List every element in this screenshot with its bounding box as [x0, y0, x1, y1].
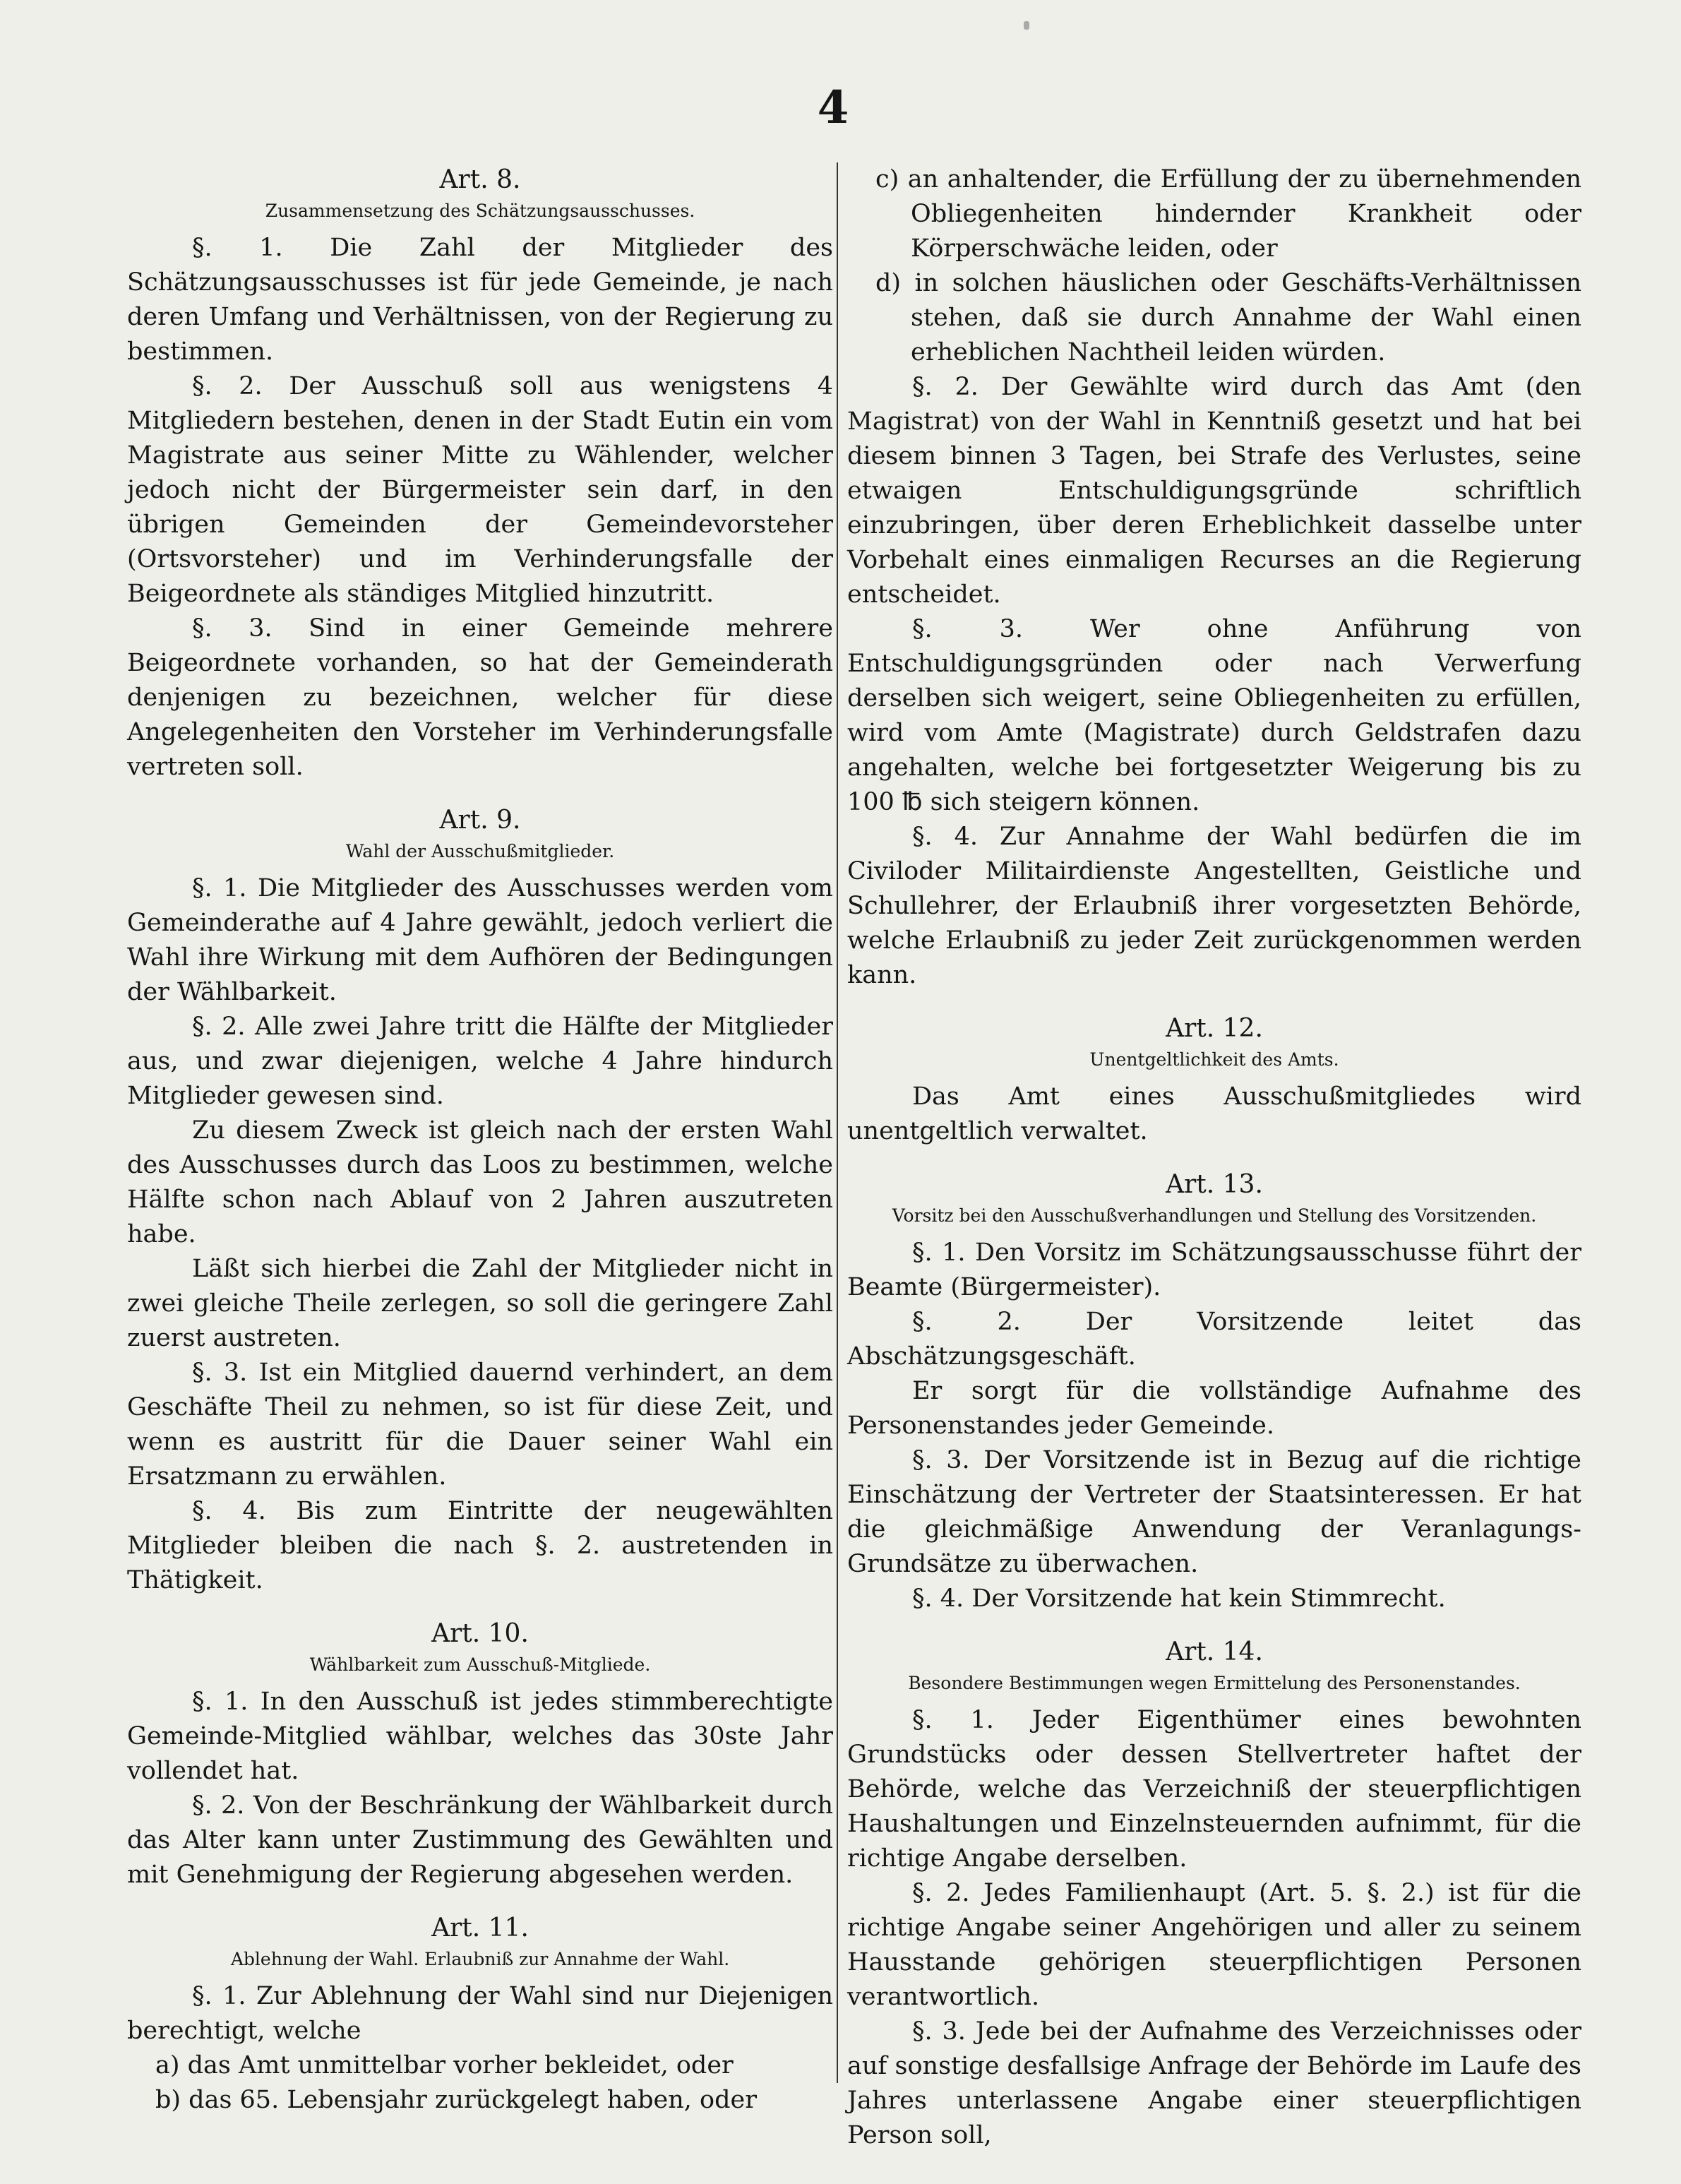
paragraph: §. 1. Den Vorsitz im Schätzungsausschusse führt der Beamte (Bürgermeister).: [847, 1239, 1581, 1301]
paragraph: §. 2. Der Vorsitzende leitet das Abschätzungsgeschäft.: [847, 1308, 1581, 1371]
article-title: Art. 12.: [1166, 1014, 1263, 1043]
paragraph: §. 2. Alle zwei Jahre tritt die Hälfte der Mitglieder aus, und zwar diejenigen, welche 4 Jahre hindurch Mitglieder gewesen sind.: [127, 1013, 833, 1110]
paragraph: §. 4. Bis zum Eintritte der neugewählten Mitglieder bleiben die nach §. 2. austretenden in Thätigkeit.: [127, 1497, 833, 1594]
list-item: d) in solchen häuslichen oder Geschäfts-Verhältnissen stehen, daß sie durch Annahme der Wahl einen erheblichen Nachtheil leiden würden.: [875, 269, 1581, 366]
paragraph: Zu diesem Zweck ist gleich nach der ersten Wahl des Ausschusses durch das Loos zu bestimmen, welche Hälfte schon nach Ablauf von 2 Jahren auszutreten habe.: [127, 1116, 833, 1248]
paragraph: §. 2. Jedes Familienhaupt (Art. 5. §. 2.) ist für die richtige Angabe seiner Angehörigen und aller zu seinem Hausstande gehörigen steuerpflichtigen Personen verantwortlich.: [847, 1879, 1581, 2011]
paragraph: §. 2. Von der Beschränkung der Wählbarkeit durch das Alter kann unter Zustimmung des Gewählten und mit Genehmigung der Regierung abgesehen werden.: [127, 1791, 833, 1889]
article-title: Art. 10.: [431, 1619, 529, 1648]
right-column: [847, 162, 1581, 2153]
paragraph: §. 4. Zur Annahme der Wahl bedürfen die im Civiloder Militairdienste Angestellten, Geistliche und Schullehrer, der Erlaubniß ihrer vorgesetzten Behörde, welche Erlaubniß zu jeder Zeit zurückgenommen werden kann.: [847, 823, 1581, 989]
article-title: Art. 11.: [431, 1914, 529, 1943]
paragraph: §. 3. Jede bei der Aufnahme des Verzeichnisses oder auf sonstige desfallsige Anfrage der Behörde im Laufe des Jahres unterlassene Angabe einer steuerpflichtigen Person soll,: [847, 2017, 1581, 2149]
paragraph: §. 3. Wer ohne Anführung von Entschuldigungsgründen oder nach Verwerfung derselben sich weigert, seine Obliegenheiten zu erfüllen, wird vom Amte (Magistrate) durch Geldstrafen dazu angehalten, welche bei fortgesetzter Weigerung bis zu 100 ℔ sich steigern können.: [847, 615, 1581, 816]
article-subtitle: Zusammensetzung des Schätzungsausschusses.: [265, 201, 695, 221]
paragraph: Er sorgt für die vollständige Aufnahme des Personenstandes jeder Gemeinde.: [847, 1377, 1581, 1440]
paragraph: §. 1. Zur Ablehnung der Wahl sind nur Diejenigen berechtigt, welche: [127, 1982, 833, 2045]
article-subtitle: Vorsitz bei den Ausschußverhandlungen und Stellung des Vorsitzenden.: [892, 1205, 1537, 1226]
paragraph: Läßt sich hierbei die Zahl der Mitglieder nicht in zwei gleiche Theile zerlegen, so soll die geringere Zahl zuerst austreten.: [127, 1255, 833, 1352]
paragraph: §. 3. Der Vorsitzende ist in Bezug auf die richtige Einschätzung der Vertreter der Staatsinteressen. Er hat die gleichmäßige Anwendung der Veranlagungs-Grundsätze zu überwachen.: [847, 1446, 1581, 1578]
article-title: Art. 14.: [1166, 1637, 1263, 1666]
paragraph: §. 2. Der Gewählte wird durch das Amt (den Magistrat) von der Wahl in Kenntniß gesetzt und hat bei diesem binnen 3 Tagen, bei Strafe des Verlustes, seine etwaigen Entschuldigungsgründe schriftlich einzubringen, über deren Erheblichkeit dasselbe unter Vorbehalt eines einmaligen Recurses an die Regierung entscheidet.: [847, 373, 1581, 609]
article-subtitle: Wählbarkeit zum Ausschuß-Mitgliede.: [309, 1654, 651, 1675]
article-title: Art. 13.: [1166, 1170, 1263, 1199]
list-item: c) an anhaltender, die Erfüllung der zu übernehmenden Obliegenheiten hindernder Krankheit oder Körperschwäche leiden, oder: [875, 165, 1581, 263]
paragraph: §. 1. Jeder Eigenthümer eines bewohnten Grundstücks oder dessen Stellvertreter haftet der Behörde, welche das Verzeichniß der steuerpflichtigen Haushaltungen und Einzelnsteuernden aufnimmt, für die richtige Angabe derselben.: [847, 1706, 1581, 1873]
article-title: Art. 8.: [439, 165, 521, 194]
left-column: [127, 162, 833, 2118]
paragraph: §. 3. Sind in einer Gemeinde mehrere Beigeordnete vorhanden, so hat der Gemeinderath denjenigen zu bezeichnen, welcher für diese Angelegenheiten den Vorsteher im Verhinderungsfalle vertreten soll.: [127, 614, 833, 781]
paragraph: §. 1. In den Ausschuß ist jedes stimmberechtigte Gemeinde-Mitglied wählbar, welches das 30ste Jahr vollendet hat.: [127, 1688, 833, 1785]
article-subtitle: Ablehnung der Wahl. Erlaubniß zur Annahme der Wahl.: [230, 1949, 730, 1969]
article-subtitle: Wahl der Ausschußmitglieder.: [345, 841, 615, 861]
paragraph: §. 1. Die Zahl der Mitglieder des Schätzungsausschusses ist für jede Gemeinde, je nach deren Umfang und Verhältnissen, von der Regierung zu bestimmen.: [127, 234, 833, 366]
article-subtitle: Unentgeltlichkeit des Amts.: [1089, 1049, 1339, 1070]
page-number: 4: [817, 81, 849, 134]
paragraph: §. 1. Die Mitglieder des Ausschusses werden vom Gemeinderathe auf 4 Jahre gewählt, jedoch verliert die Wahl ihre Wirkung mit dem Aufhören der Bedingungen der Wählbarkeit.: [127, 874, 833, 1006]
paragraph: §. 2. Der Ausschuß soll aus wenigstens 4 Mitgliedern bestehen, denen in der Stadt Eutin ein vom Magistrate aus seiner Mitte zu Wählender, welcher jedoch nicht der Bürgermeister sein darf, in den übrigen Gemeinden der Gemeindevorsteher (Ortsvorsteher) und im Verhinderungsfalle der Beigeordnete als ständiges Mitglied hinzutritt.: [127, 372, 833, 608]
ink-smudge: [1024, 21, 1029, 30]
paragraph: §. 4. Der Vorsitzende hat kein Stimmrecht.: [912, 1585, 1446, 1613]
list-item: a) das Amt unmittelbar vorher bekleidet, oder: [155, 2051, 734, 2079]
article-subtitle: Besondere Bestimmungen wegen Ermittelung des Personenstandes.: [908, 1673, 1521, 1693]
article-title: Art. 9.: [439, 806, 521, 835]
paragraph: Das Amt eines Ausschußmitgliedes wird unentgeltlich verwaltet.: [847, 1082, 1581, 1145]
paragraph: §. 3. Ist ein Mitglied dauernd verhindert, an dem Geschäfte Theil zu nehmen, so ist für diese Zeit, und wenn es austritt für die Dauer seiner Wahl ein Ersatzmann zu erwählen.: [127, 1359, 833, 1491]
column-divider: [837, 162, 838, 2083]
list-item: b) das 65. Lebensjahr zurückgelegt haben, oder: [155, 2086, 757, 2114]
